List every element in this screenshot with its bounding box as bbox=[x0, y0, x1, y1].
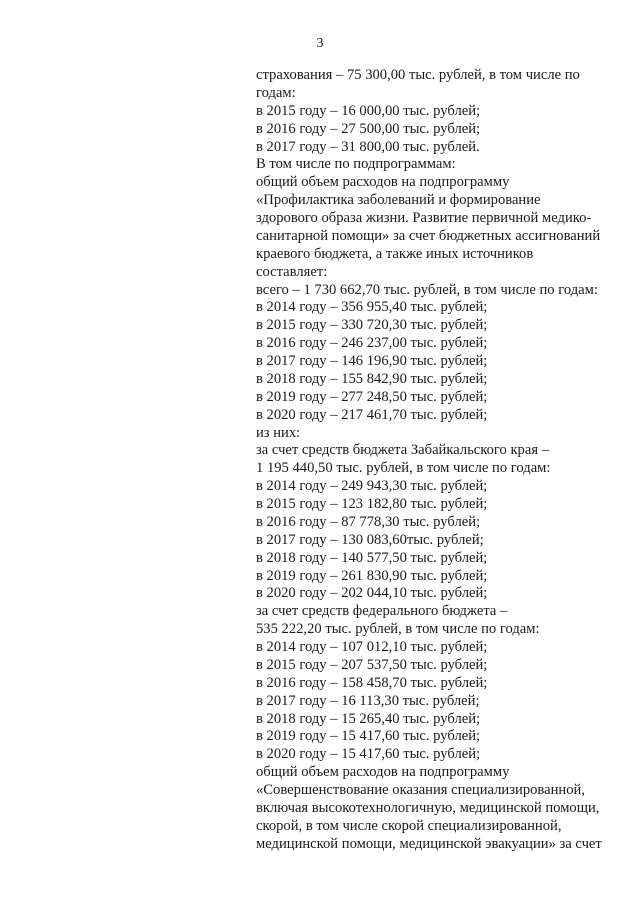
text-line: в 2015 году – 207 537,50 тыс. рублей; bbox=[256, 656, 488, 673]
body-text bbox=[256, 67, 626, 854]
text-line: в 2015 году – 16 000,00 тыс. рублей; bbox=[256, 102, 481, 119]
text-line: «Профилактика заболеваний и формирование bbox=[256, 192, 541, 209]
text-line: составляет: bbox=[256, 263, 328, 280]
text-line: в 2015 году – 330 720,30 тыс. рублей; bbox=[256, 317, 488, 334]
text-line: страхования – 75 300,00 тыс. рублей, в том числе по bbox=[256, 67, 580, 83]
text-line: за счет средств бюджета Забайкальского края – bbox=[256, 442, 549, 459]
text-line: в 2020 году – 217 461,70 тыс. рублей; bbox=[256, 406, 488, 423]
text-line: в 2017 году – 16 113,30 тыс. рублей; bbox=[256, 692, 480, 709]
text-line: в 2014 году – 107 012,10 тыс. рублей; bbox=[256, 639, 488, 655]
text-line: в 2019 году – 15 417,60 тыс. рублей; bbox=[256, 728, 481, 745]
text-line: в 2017 году – 146 196,90 тыс. рублей; bbox=[256, 353, 488, 369]
text-line: в 2020 году – 15 417,60 тыс. рублей; bbox=[256, 746, 481, 763]
text-line: в 2019 году – 261 830,90 тыс. рублей; bbox=[256, 567, 488, 584]
text-line: в 2016 году – 87 778,30 тыс. рублей; bbox=[256, 513, 481, 530]
text-line: «Совершенствование оказания специализированной, bbox=[256, 782, 585, 798]
text-line: в 2017 году – 130 083,60тыс. рублей; bbox=[256, 531, 484, 548]
text-line: общий объем расходов на подпрограмму bbox=[256, 174, 510, 191]
text-line: санитарной помощи» за счет бюджетных ассигнований bbox=[256, 227, 601, 244]
text-line: в 2018 году – 140 577,50 тыс. рублей; bbox=[256, 549, 488, 566]
text-line: годам: bbox=[256, 84, 296, 101]
text-line: 535 222,20 тыс. рублей, в том числе по годам: bbox=[256, 621, 540, 638]
text-line: в 2017 году – 31 800,00 тыс. рублей. bbox=[256, 138, 480, 155]
text-line: в 2015 году – 123 182,80 тыс. рублей; bbox=[256, 496, 488, 512]
text-line: краевого бюджета, а также иных источников bbox=[256, 245, 534, 262]
text-line: в 2018 году – 155 842,90 тыс. рублей; bbox=[256, 370, 488, 387]
text-line: в 2016 году – 27 500,00 тыс. рублей; bbox=[256, 120, 481, 137]
text-line: В том числе по подпрограммам: bbox=[256, 156, 456, 173]
page-number: 3 bbox=[316, 36, 324, 51]
text-line: за счет средств федерального бюджета – bbox=[256, 603, 508, 620]
text-line: из них: bbox=[256, 424, 301, 441]
text-line: всего – 1 730 662,70 тыс. рублей, в том числе по годам: bbox=[256, 281, 598, 298]
text-line: здорового образа жизни. Развитие первичной медико- bbox=[256, 210, 592, 226]
text-line: в 2014 году – 356 955,40 тыс. рублей; bbox=[256, 299, 488, 316]
text-line: в 2019 году – 277 248,50 тыс. рублей; bbox=[256, 388, 488, 405]
text-line: в 2018 году – 15 265,40 тыс. рублей; bbox=[256, 710, 481, 727]
text-line: в 2020 году – 202 044,10 тыс. рублей; bbox=[256, 585, 488, 602]
text-line: 1 195 440,50 тыс. рублей, в том числе по годам: bbox=[256, 460, 551, 477]
text-line: включая высокотехнологичную, медицинской помощи, bbox=[256, 799, 600, 816]
text-line: скорой, в том числе скорой специализированной, bbox=[256, 817, 562, 834]
text-line: в 2016 году – 158 458,70 тыс. рублей; bbox=[256, 674, 488, 691]
text-line: в 2014 году – 249 943,30 тыс. рублей; bbox=[256, 478, 488, 495]
text-line: медицинской помощи, медицинской эвакуации» за счет bbox=[256, 835, 602, 852]
text-line: общий объем расходов на подпрограмму bbox=[256, 764, 510, 781]
text-line: в 2016 году – 246 237,00 тыс. рублей; bbox=[256, 335, 488, 352]
